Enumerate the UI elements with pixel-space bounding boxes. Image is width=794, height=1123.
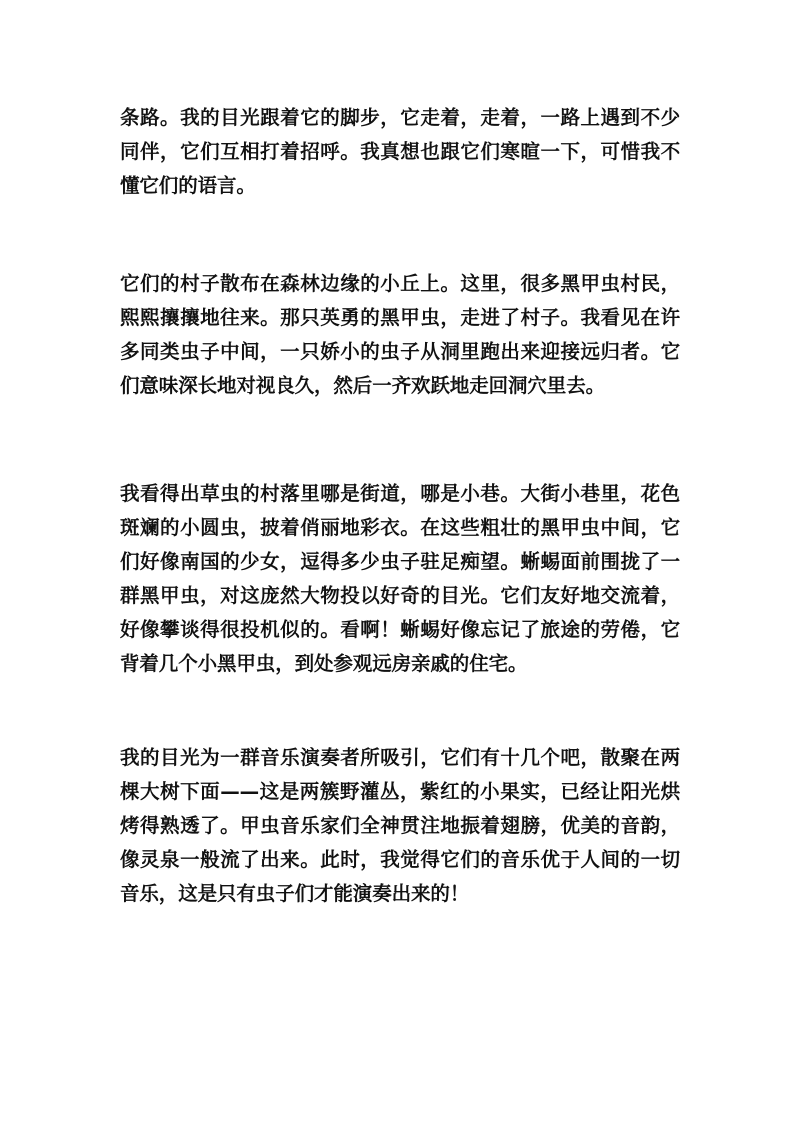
paragraph-2: 它们的村子散布在森林边缘的小丘上。这里，很多黑甲虫村民，熙熙攘攘地往来。那只英勇的黑甲虫，走进了村子。我看见在许多同类虫子中间，一只娇小的虫子从洞里跑出来迎接远归者。它们意味深长地对视良久，然后一齐欢跃地走回洞穴里去。 [120,272,680,397]
paragraph-3: 我看得出草虫的村落里哪是街道，哪是小巷。大街小巷里，花色斑斓的小圆虫，披着俏丽地彩衣。在这些粗壮的黑甲虫中间，它们好像南国的少女，逗得多少虫子驻足痴望。蜥蜴面前围拢了一群黑甲虫，对这庞然大物投以好奇的目光。它们友好地交流着，好像攀谈得很投机似的。看啊！蜥蜴好像忘记了旅途的劳倦，它背着几个小黑甲虫，到处参观远房亲戚的住宅。 [120,482,680,675]
paragraph-1: 条路。我的目光跟着它的脚步，它走着，走着，一路上遇到不少同伴，它们互相打着招呼。我真想也跟它们寒暄一下，可惜我不懂它们的语言。 [120,106,680,197]
paragraph-4: 我的目光为一群音乐演奏者所吸引，它们有十几个吧，散聚在两棵大树下面——这是两簇野灌丛，紫红的小果实，已经让阳光烘烤得熟透了。甲虫音乐家们全神贯注地振着翅膀，优美的音韵，像灵泉一般流了出来。此时，我觉得它们的音乐优于人间的一切音乐，这是只有虫子们才能演奏出来的！ [120,746,680,905]
